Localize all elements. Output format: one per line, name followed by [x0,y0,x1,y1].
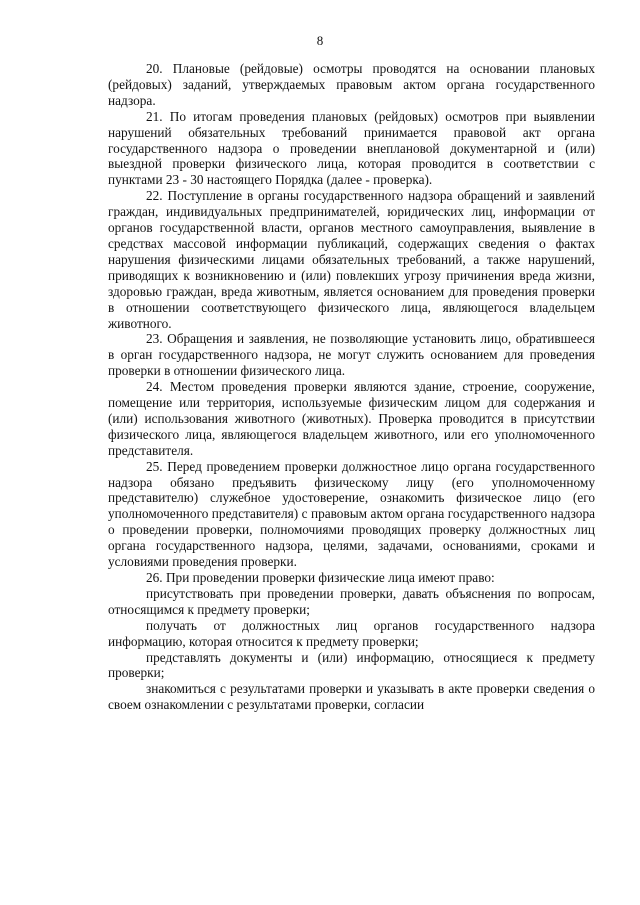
paragraph-23: 23. Обращения и заявления, не позволяющие установить лицо, обратившееся в орган государственного надзора, не могут служить основанием для проведения проверки в отношении физического лица. [108,331,595,379]
document-body [108,61,595,713]
page-number: 8 [316,33,324,48]
paragraph-24: 24. Местом проведения проверки являются здание, строение, сооружение, помещение или территория, используемые физическим лицом для содержания и (или) использования животного (животных). Проверка проводится в присутствии физического лица, являющегося владельцем животного, или его уполномоченного представителя. [108,379,595,458]
paragraph-25: 25. Перед проведением проверки должностное лицо органа государственного надзора обязано предъявить физическому лицу (его уполномоченному представителю) служебное удостоверение, ознакомить физическое лицо (его уполномоченного представителя) с правовым актом органа государственного надзора о проведении проверки, полномочиями проводящих проверку должностных лиц органа государственного надзора, целями, задачами, основаниями, сроками и условиями проведения проверки. [108,458,595,570]
right-item-receive-information: получать от должностных лиц органов государственного надзора информацию, которая относится к предмету проверки; [108,617,595,649]
paragraph-21: 21. По итогам проведения плановых (рейдовых) осмотров при выявлении нарушений обязательных требований принимается правовой акт органа государственного надзора о проведении внеплановой документарной и (или) выездной проверки физического лица, которая проводится в соответствии с пунктами 23 - 30 настоящего Порядка (далее - проверка). [108,108,595,188]
right-item-be-present: присутствовать при проведении проверки, давать объяснения по вопросам, относящимся к предмету проверки; [108,585,595,617]
paragraph-20: 20. Плановые (рейдовые) осмотры проводятся на основании плановых (рейдовых) заданий, утверждаемых правовым актом органа государственного надзора. [108,61,595,108]
right-item-submit-documents: представлять документы и (или) информацию, относящиеся к предмету проверки; [108,649,595,681]
right-item-review-results: знакомиться с результатами проверки и указывать в акте проверки сведения о своем ознакомлении с результатами проверки, согласии [108,681,595,713]
paragraph-22: 22. Поступление в органы государственного надзора обращений и заявлений граждан, индивидуальных предпринимателей, юридических лиц, информации от органов государственной власти, органов местного самоуправления, выявление в средствах массовой информации публикаций, содержащих сведения о фактах нарушения физическими лицами обязательных требований, а также нарушений, приводящих к возникновению и (или) повлекших угрозу причинения вреда жизни, здоровью граждан, вреда животным, является основанием для проведения проверки в отношении соответствующего физического лица, являющегося владельцем животного. [108,188,595,331]
paragraph-26: 26. При проведении проверки физические лица имеют право: [146,570,495,585]
